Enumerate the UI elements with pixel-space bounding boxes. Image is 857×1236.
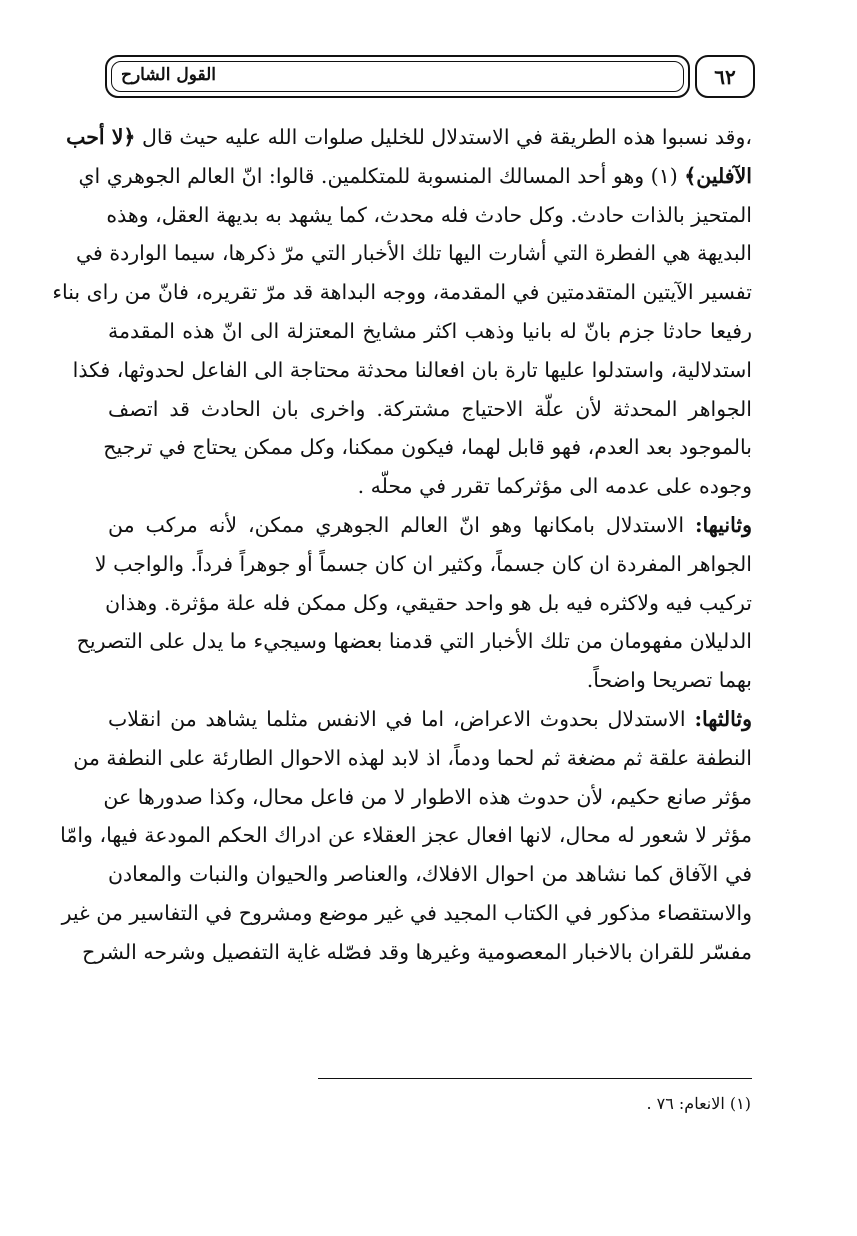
text-line bbox=[66, 118, 752, 157]
quran-quote: الآفلين﴾ bbox=[684, 163, 752, 188]
text-line: مؤثر لا شعور له محال، لانها افعال عجز العقلاء عن ادراك الحكم المودعة فيها، وامّا bbox=[60, 823, 752, 848]
text-line: النطفة علقة ثم مضغة ثم لحما ودماً، اذ لابد لهذه الاحوال الطارئة على النطفة من bbox=[73, 745, 752, 770]
text-line: الدليلان مفهومان من تلك الأخبار التي قدمنا بعضها وسيجيء ما يدل على التصريح bbox=[76, 629, 752, 654]
text-segment: ،وقد نسبوا هذه الطريقة في الاستدلال للخليل صلوات الله عليه حيث قال bbox=[135, 125, 752, 149]
text-line: الجواهر المفردة ان كان جسماً، وكثير ان كان جسماً أو جوهراً فرداً. والواجب لا bbox=[94, 551, 752, 576]
body-text bbox=[52, 118, 752, 972]
text-line bbox=[108, 506, 752, 545]
text-line: وجوده على عدمه الى مؤثركما تقرر في محلّه . bbox=[357, 474, 752, 499]
footnote: (١) الانعام: ٧٦ . bbox=[646, 1094, 751, 1113]
page-number: ٦٢ bbox=[695, 55, 755, 98]
text-line: والاستقصاء مذكور في الكتاب المجيد في غير موضع ومشروح في التفاسير من غير bbox=[61, 900, 752, 925]
text-line: الجواهر المحدثة لأن علّة الاحتياج مشتركة. واخرى بان الحادث قد اتصف bbox=[108, 396, 752, 421]
text-line: بهما تصريحا واضحاً. bbox=[586, 668, 752, 693]
paragraph-lead: وثانيها: bbox=[694, 512, 752, 537]
text-line: مفسّر للقران بالاخبار المعصومية وغيرها وقد فصّله غاية التفصيل وشرحه الشرح bbox=[82, 939, 752, 964]
text-line: بالموجود بعد العدم، فهو قابل لهما، فيكون ممكنا، وكل ممكن يحتاج في ترجيح bbox=[103, 435, 752, 460]
text-line bbox=[78, 157, 752, 196]
text-line bbox=[108, 700, 752, 739]
header-title-frame bbox=[105, 55, 690, 98]
paragraph-lead: وثالثها: bbox=[694, 706, 752, 731]
running-title: القول الشارح bbox=[121, 65, 216, 85]
text-segment: (١) وهو أحد المسالك المنسوبة للمتكلمين. قالوا: انّ العالم الجوهري اي bbox=[78, 163, 685, 188]
text-segment: الاستدلال بحدوث الاعراض، اما في الانفس مثلما يشاهد من انقلاب bbox=[108, 706, 695, 731]
text-line: في الآفاق كما نشاهد من احوال الافلاك، والعناصر والحيوان والنبات والمعادن bbox=[108, 862, 752, 887]
text-line: مؤثر صانع حكيم، لأن حدوث هذه الاطوار لا من فاعل محال، وكذا صدورها عن bbox=[103, 784, 752, 809]
text-line: رفيعا حادثا جزم بانّ له بانيا وذهب اكثر مشايخ المعتزلة الى انّ هذه المقدمة bbox=[108, 318, 752, 343]
text-line: استدلالية، واستدلوا عليها تارة بان افعالنا محدثة محتاجة الى الفاعل لحدوثها، فكذا bbox=[72, 357, 752, 382]
text-line: تفسير الآيتين المتقدمتين في المقدمة، ووجه البداهة قد مرّ تقريره، فانّ من راى بناء bbox=[52, 280, 752, 305]
page-header bbox=[105, 55, 755, 100]
text-segment: الاستدلال بامكانها وهو انّ العالم الجوهري ممكن، لأنه مركب من bbox=[108, 512, 695, 537]
quran-quote: ﴿لا أحب bbox=[66, 125, 136, 149]
text-line: البديهة هي الفطرة التي أشارت اليها تلك الأخبار التي مرّ ذكرها، سيما الواردة في bbox=[75, 241, 752, 266]
footnote-divider bbox=[318, 1078, 752, 1079]
text-line: المتحيز بالذات حادث. وكل حادث فله محدث، كما يشهد به بديهة العقل، وهذه bbox=[106, 202, 752, 227]
text-line: تركيب فيه ولاكثره فيه بل هو واحد حقيقي، وكل ممكن فله علة مؤثرة. وهذان bbox=[105, 590, 752, 615]
